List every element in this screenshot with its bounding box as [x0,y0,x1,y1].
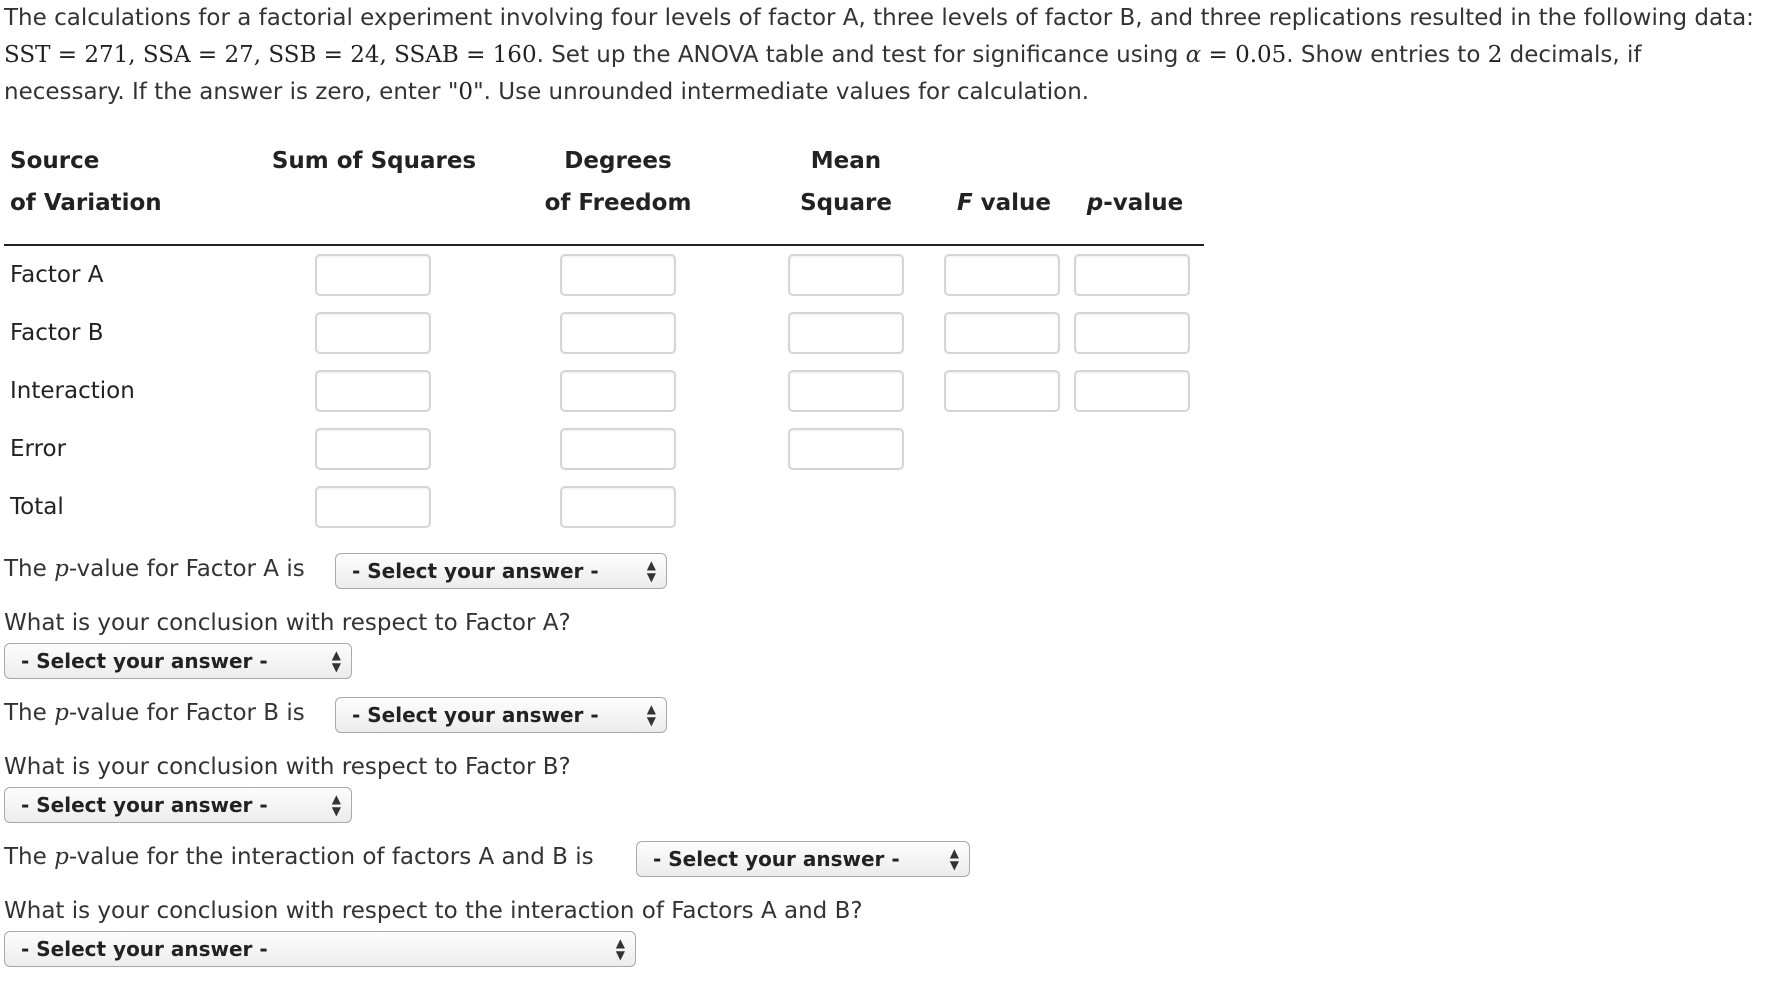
alpha-value: = 0.05 [1201,42,1287,68]
header-p-rest: -value [1103,190,1184,216]
header-p-italic: p [1086,190,1104,216]
given-sums: SST = 271, SSA = 27, SSB = 24, SSAB = 160 [4,42,537,68]
header-f-line2 [944,182,1064,224]
interaction-f-input[interactable] [944,370,1060,412]
error-ss-input[interactable] [315,428,431,470]
header-source-line1: Source [10,148,100,174]
problem-text-2: . Set up the ANOVA table and test for significance using [536,42,1186,68]
header-mean-square [766,140,926,224]
error-ms-input[interactable] [788,428,904,470]
p-value-factor-b-select[interactable] [335,697,667,733]
q3-prefix: The [4,700,55,726]
question-p-value-factor-b [4,700,305,726]
header-f-value [944,140,1064,224]
anova-header [4,140,1204,246]
problem-text-4: decimals, if necessary. If the answer is zero, enter " [4,42,1642,105]
problem-statement [4,0,1768,111]
p-value-interaction-select[interactable] [636,841,970,877]
row-label-total: Total [10,494,64,520]
select-placeholder: - Select your answer - [352,559,599,583]
factor-b-ss-input[interactable] [315,312,431,354]
decimals-number: 2 [1487,42,1503,68]
factor-a-ms-input[interactable] [788,254,904,296]
factor-b-df-input[interactable] [560,312,676,354]
q3-p-symbol: p [54,700,69,726]
select-placeholder: - Select your answer - [21,649,268,673]
conclusion-factor-a-select[interactable] [4,643,352,679]
select-placeholder: - Select your answer - [21,793,268,817]
conclusion-interaction-select[interactable] [4,931,636,967]
header-p-value [1080,140,1190,224]
select-arrows-icon: ▲ ▼ [331,792,341,818]
header-ms-line1: Mean [810,148,882,174]
factor-a-f-input[interactable] [944,254,1060,296]
select-arrows-icon: ▲ ▼ [646,702,656,728]
factor-b-p-input[interactable] [1074,312,1190,354]
factor-b-ms-input[interactable] [788,312,904,354]
q3-text: -value for Factor B is [68,700,305,726]
row-total [4,478,1204,536]
select-placeholder: - Select your answer - [21,937,268,961]
factor-a-df-input[interactable] [560,254,676,296]
interaction-ss-input[interactable] [315,370,431,412]
row-label-error: Error [10,436,67,462]
header-source [10,140,162,224]
header-f-rest: value [972,190,1052,216]
p-value-factor-a-select[interactable] [335,553,667,589]
question-p-value-interaction [4,844,594,870]
alpha-symbol: α [1185,42,1202,68]
factor-b-f-input[interactable] [944,312,1060,354]
q5-p-symbol: p [54,844,69,870]
header-p-line2 [1080,182,1190,224]
interaction-df-input[interactable] [560,370,676,412]
row-factor-a [4,246,1204,304]
row-error [4,420,1204,478]
select-placeholder: - Select your answer - [653,847,900,871]
interaction-p-input[interactable] [1074,370,1190,412]
conclusion-factor-b-select[interactable] [4,787,352,823]
factor-a-p-input[interactable] [1074,254,1190,296]
anova-table [4,140,1204,536]
q1-text: -value for Factor A is [68,556,305,582]
row-label-factor-b: Factor B [10,320,104,346]
problem-text-3: . Show entries to [1286,42,1488,68]
header-f-line1 [944,140,1064,182]
header-ms-line2: Square [800,190,892,216]
error-df-input[interactable] [560,428,676,470]
problem-text-5: ". Use unrounded intermediate values for calculation. [473,79,1090,105]
q5-text: -value for the interaction of factors A and B is [68,844,594,870]
header-source-line2: of Variation [10,190,162,216]
problem-text-1: The calculations for a factorial experiment involving four levels of factor A, three levels of factor B, and three replications resulted in the following data: [4,5,1754,31]
row-interaction [4,362,1204,420]
select-placeholder: - Select your answer - [352,703,599,727]
row-factor-b [4,304,1204,362]
header-df-line1: Degrees [564,148,672,174]
question-p-value-factor-a [4,556,305,582]
header-sum-of-squares [264,140,484,182]
select-arrows-icon: ▲ ▼ [646,558,656,584]
total-ss-input[interactable] [315,486,431,528]
factor-a-ss-input[interactable] [315,254,431,296]
row-label-interaction: Interaction [10,378,135,404]
page [4,0,1768,962]
question-conclusion-factor-a: What is your conclusion with respect to Factor A? [4,610,571,636]
header-ss-text: Sum of Squares [271,148,477,174]
header-p-line1 [1080,140,1190,182]
row-label-factor-a: Factor A [10,262,104,288]
zero-value: 0 [458,79,474,105]
question-conclusion-factor-b: What is your conclusion with respect to Factor B? [4,754,571,780]
total-df-input[interactable] [560,486,676,528]
select-arrows-icon: ▲ ▼ [615,936,625,962]
header-f-italic: F [956,190,973,216]
header-degrees-of-freedom [518,140,718,224]
header-df-line2: of Freedom [544,190,692,216]
q1-p-symbol: p [54,556,69,582]
select-arrows-icon: ▲ ▼ [331,648,341,674]
select-arrows-icon: ▲ ▼ [949,846,959,872]
q5-prefix: The [4,844,55,870]
interaction-ms-input[interactable] [788,370,904,412]
q1-prefix: The [4,556,55,582]
question-conclusion-interaction: What is your conclusion with respect to the interaction of Factors A and B? [4,898,863,924]
